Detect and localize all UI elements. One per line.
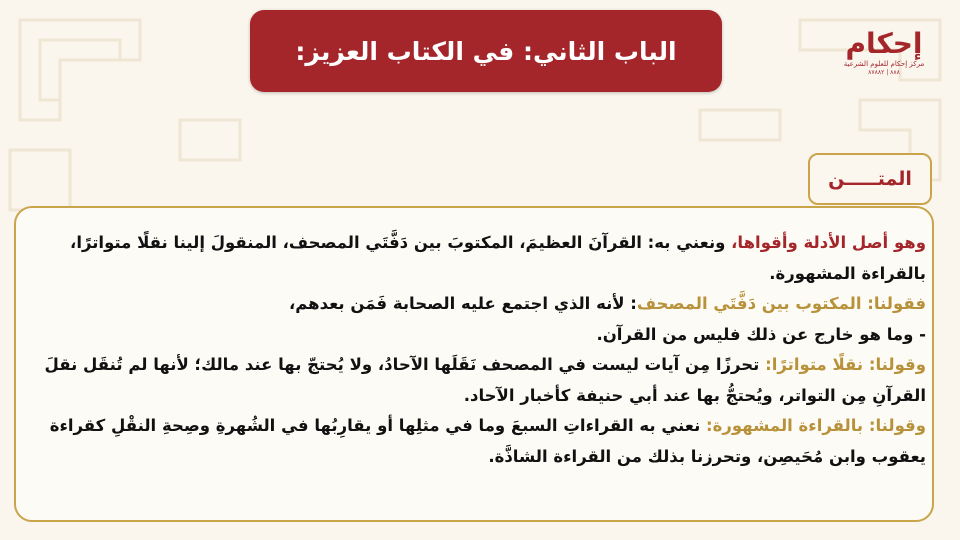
paragraph-key: فقولنا: المكتوب بين دَفَّتَي المصحف <box>636 294 926 313</box>
logo-small-text: ٨٨٨ | ٨٧٨٨٢ <box>868 69 900 76</box>
text-body <box>26 228 926 472</box>
brand-logo <box>842 28 926 94</box>
paragraph-text: نعني به القراءاتِ السبعَ وما في مثلِها أو يقارِبُها في الشُهرةِ وصِحةِ النقْلِ كقراءة يعقوب وابن مُحَيصِن، وتحرزنا بذلك من القراءة الشاذَّة. <box>49 416 926 466</box>
title-banner <box>250 10 722 92</box>
paragraph-text: تحرزًا مِن آيات ليست في المصحف نَقَلَها الآحادُ، ولا يُحتجّ بها عند مالك؛ لأنها لم تُنقَل نقلَ القرآنِ مِن التواتر، ويُحتجُّ بها عند أبي حنيفة كأخبار الآحاد. <box>44 355 926 405</box>
paragraph-key: وقولنا: بالقراءة المشهورة: <box>706 416 926 435</box>
section-label-tab <box>808 153 932 205</box>
logo-subtitle: مركز إحكام للعلوم الشرعية <box>843 60 925 68</box>
paragraph-key: وقولنا: نقلًا متواترًا: <box>765 355 926 374</box>
section-label: المتـــــن <box>828 168 912 190</box>
paragraph-text: - وما هو خارج عن ذلك فليس من القرآن. <box>596 324 926 344</box>
paragraph-outside <box>26 320 926 351</box>
page-title: الباب الثاني: في الكتاب العزيز: <box>295 36 677 66</box>
paragraph-mutawatir <box>26 350 926 411</box>
paragraph-mashhura <box>26 411 926 472</box>
paragraph-definition <box>26 228 926 289</box>
paragraph-mushaf <box>26 289 926 320</box>
paragraph-text: ونعني به: القرآنَ العظيمَ، المكتوبَ بين دَفَّتَي المصحف، المنقولَ إلينا نقلًا متواترًا، بالقراءة المشهورة. <box>70 233 926 283</box>
paragraph-key: وهو أصل الأدلة وأقواها، <box>731 233 926 252</box>
paragraph-text: : لأنه الذي اجتمع عليه الصحابة فَمَن بعدهم، <box>288 294 637 313</box>
logo-name: إحكام <box>845 27 923 60</box>
